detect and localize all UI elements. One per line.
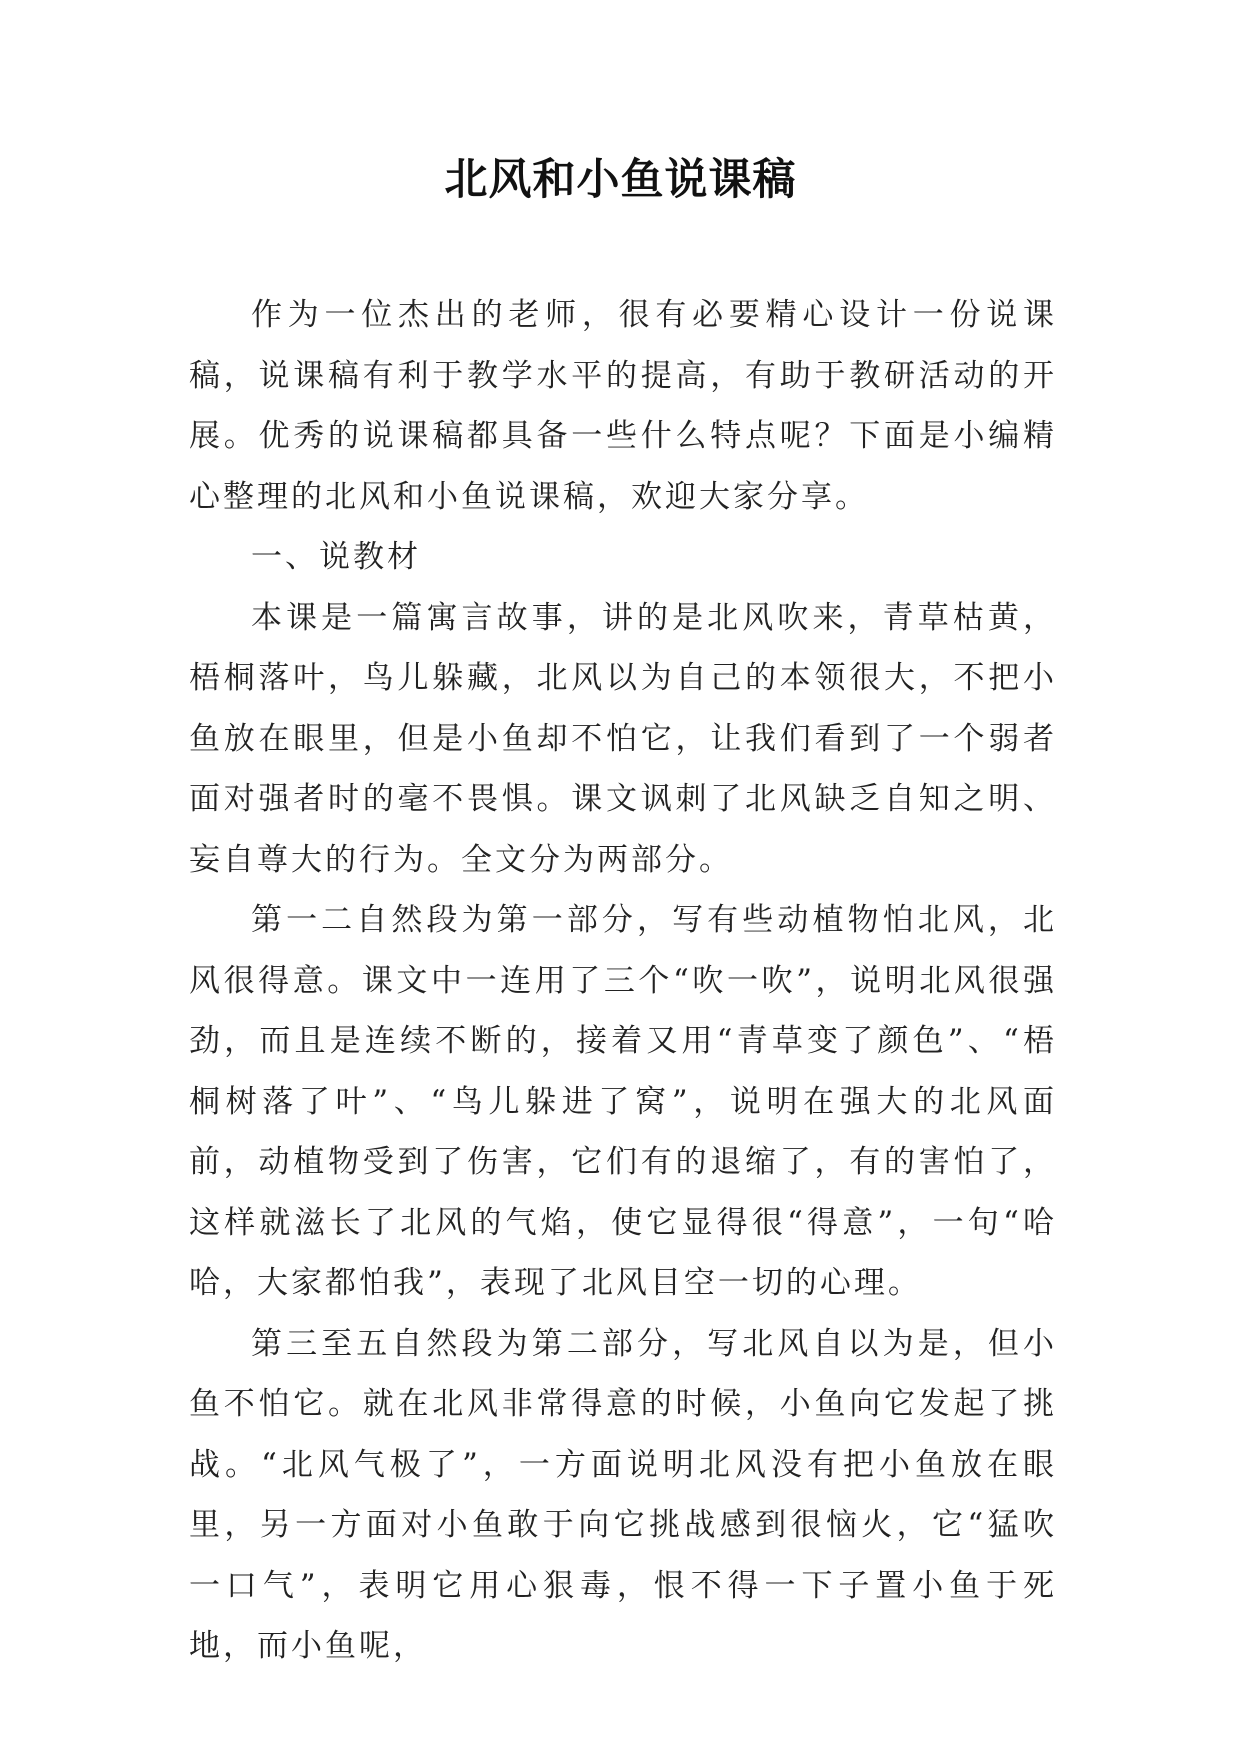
document-body [189,285,1057,1677]
section-heading-textbook: 一、说教材 [251,539,421,575]
document-title: 北风和小鱼说课稿 [444,155,797,205]
paragraph-intro: 作为一位杰出的老师，很有必要精心设计一份说课稿，说课稿有利于教学水平的提高，有助于教研活动的开展。优秀的说课稿都具备一些什么特点呢？下面是小编精心整理的北风和小鱼说课稿，欢迎大家分享。 [189,297,1057,515]
paragraph-textbook-summary: 本课是一篇寓言故事，讲的是北风吹来，青草枯黄，梧桐落叶，鸟儿躲藏，北风以为自己的本领很大，不把小鱼放在眼里，但是小鱼却不怕它，让我们看到了一个弱者面对强者时的毫不畏惧。课文讽刺了北风缺乏自知之明、妄自尊大的行为。全文分为两部分。 [189,599,1057,878]
paragraph-part-two: 第三至五自然段为第二部分，写北风自以为是，但小鱼不怕它。就在北风非常得意的时候，小鱼向它发起了挑战。“北风气极了”，一方面说明北风没有把小鱼放在眼里，另一方面对小鱼敢于向它挑战感到很恼火，它“猛吹一口气”，表明它用心狠毒，恨不得一下子置小鱼于死地，而小鱼呢， [189,1325,1057,1664]
paragraph-part-one: 第一二自然段为第一部分，写有些动植物怕北风，北风很得意。课文中一连用了三个“吹一吹”，说明北风很强劲，而且是连续不断的，接着又用“青草变了颜色”、“梧桐树落了叶”、“鸟儿躲进了窝”，说明在强大的北风面前，动植物受到了伤害，它们有的退缩了，有的害怕了，这样就滋长了北风的气焰，使它显得很“得意”，一句“哈哈，大家都怕我”，表现了北风目空一切的心理。 [189,902,1057,1301]
